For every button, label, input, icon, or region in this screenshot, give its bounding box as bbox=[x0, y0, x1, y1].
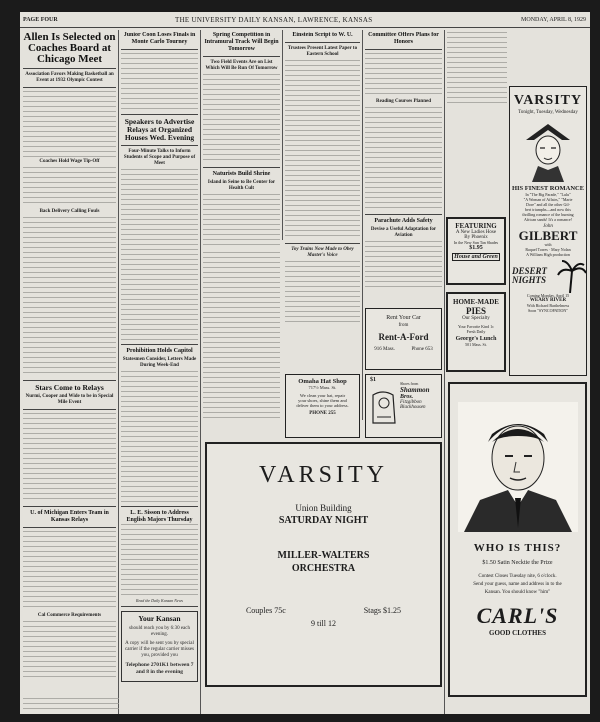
shoes-price: $1 bbox=[370, 377, 376, 383]
column-3-lower bbox=[203, 252, 280, 422]
hatshop-line3: deliver them to your address. bbox=[296, 403, 349, 408]
varsity-blurb-4: bert triumphs—and now this bbox=[525, 207, 571, 212]
masthead-title: THE UNIVERSITY DAILY KANSAN, LAWRENCE, KANSAS bbox=[175, 16, 373, 24]
dance-title: VARSITY bbox=[259, 462, 388, 488]
featuring-line1: A New Ladies Hose bbox=[455, 230, 497, 235]
masthead-date: MONDAY, APRIL 8, 1929 bbox=[521, 17, 586, 23]
ad-kansan-line1: should reach you by 6:30 each evening. bbox=[129, 626, 190, 637]
carls-line3: Kansan. You should know "him" bbox=[484, 590, 551, 595]
pies-fresh: Fresh Daily bbox=[466, 329, 486, 334]
ad-home-made-pies bbox=[446, 292, 506, 372]
actor-portrait bbox=[522, 118, 574, 182]
carls-prize: $1.50 Satin Necktie the Prize bbox=[482, 560, 553, 566]
headline-stars: Stars Come to Relays bbox=[35, 383, 104, 392]
dance-time: 9 till 12 bbox=[311, 619, 336, 628]
portrait-photo bbox=[458, 402, 578, 532]
dek-einstein: Trustees Present Latest Paper to Eastern School bbox=[287, 46, 358, 57]
dance-couples: Couples 75c bbox=[245, 606, 286, 615]
headline-spring: Spring Competition in Intramural Track Will Begin Tomorrow bbox=[204, 32, 279, 52]
pies-specialty: Our Specialty bbox=[462, 316, 490, 321]
featuring-line2: By Phoenix bbox=[464, 235, 488, 240]
varsity-top-title: VARSITY bbox=[513, 93, 583, 108]
rent-phone: Phone 653 bbox=[411, 347, 433, 352]
headline-allen: Allen Is Selected on Coaches Board at Chicago Meet bbox=[23, 32, 116, 65]
carls-subtitle: GOOD CLOTHES bbox=[489, 629, 546, 637]
varsity-blurb-6: African sands! It's a romance! bbox=[523, 217, 573, 222]
desert-nights-logo bbox=[510, 259, 586, 293]
headline-naturists: Naturists Build Shrine bbox=[212, 171, 271, 177]
headline-michigan: U. of Michigan Enters Team in Kansas Relays bbox=[30, 510, 109, 523]
shoes-line: Shoes from bbox=[400, 381, 419, 386]
dek-parachute: Devise a Useful Adaptation for Aviation bbox=[370, 227, 437, 238]
featuring-title: FEATURING bbox=[455, 222, 497, 230]
headline-parachute: Parachute Adds Safety bbox=[374, 218, 433, 224]
dek-allen: Association Favors Making Basketball an Event at 1932 Olympic Contest bbox=[25, 72, 114, 83]
dek-prohibition: Statesmen Consider, Letters Made During Week-End bbox=[122, 357, 197, 368]
subhead-wage: Coaches Hold Wage Tip-Off bbox=[39, 159, 100, 164]
masthead bbox=[20, 12, 590, 28]
ad-featuring-hose bbox=[446, 217, 506, 285]
varsity-costars: Raquel Torres · Mary Nolan bbox=[525, 247, 571, 252]
shoes-name1: Shammon bbox=[400, 386, 430, 394]
varsity-blurb-1: In "The Big Parade," "Lulu" bbox=[525, 192, 571, 197]
headline-einstein: Einstein Script to W. U. bbox=[292, 32, 353, 38]
shoes-name2: Bros. bbox=[400, 394, 414, 400]
rent-address: 916 Mass. bbox=[374, 347, 395, 352]
coming-star: With Richard Barthelmess bbox=[526, 303, 570, 308]
hatshop-phone: PHONE 255 bbox=[309, 411, 336, 416]
hatshop-line2: your shoes, shine them and bbox=[298, 398, 347, 403]
ad-your-kansan bbox=[121, 611, 198, 682]
pies-title2: PIES bbox=[465, 306, 486, 316]
dek-spring: Two Field Events Are on List Which Will Be Run Of Tomorrow bbox=[205, 60, 278, 71]
rent-line1: Rent Your Car bbox=[386, 315, 421, 321]
column-3 bbox=[203, 32, 280, 247]
dek-stars: Nurmi, Cooper and Wide to be in Special Mile Event bbox=[25, 394, 114, 405]
dek-naturists: Island in Seine to Be Center for Health Cult bbox=[207, 180, 276, 191]
column-2 bbox=[121, 32, 198, 712]
footer-note: Read the Daily Kansan News bbox=[136, 598, 183, 603]
ad-shoes bbox=[365, 374, 442, 438]
varsity-blurb-2: "A Woman of Affairs," "Marie bbox=[523, 197, 573, 202]
shoes-name4: Blackhousen bbox=[400, 405, 426, 410]
ad-kansan-title: Your Kansan bbox=[138, 614, 181, 623]
ad-varsity-theatre bbox=[509, 86, 587, 376]
shoe-illustration bbox=[369, 387, 399, 427]
carls-question: WHO IS THIS? bbox=[473, 542, 562, 554]
featuring-price: $1.95 bbox=[469, 245, 483, 251]
ad-kansan-phone: Telephone 2701K1 between 7 and 8 in the evening bbox=[125, 662, 194, 675]
featuring-store: House and Green bbox=[452, 253, 500, 261]
ad-carls bbox=[448, 382, 587, 697]
hatshop-name: Omaha Hat Shop bbox=[298, 378, 347, 385]
newspaper-page bbox=[20, 12, 590, 714]
column-1 bbox=[23, 32, 116, 712]
carls-logo: CARL'S bbox=[476, 603, 559, 628]
varsity-star-first: John bbox=[543, 224, 553, 229]
headline-sisson: L. E. Sisson to Address English Majors Thursday bbox=[126, 510, 193, 523]
pies-store: George's Lunch bbox=[455, 336, 497, 342]
ad-kansan-line2: A copy will be sent you by special carrier if the regular carrier misses you, provided you bbox=[125, 641, 194, 658]
subhead-reading: Reading Courses Planned bbox=[375, 99, 431, 104]
featuring-line3: In the New Sun Tan Shades bbox=[453, 240, 499, 245]
pies-kind: Your Favorite Kind 1c bbox=[458, 324, 494, 329]
ad-varsity-dance bbox=[205, 442, 442, 687]
headline-prohibition: Prohibition Holds Capitol bbox=[126, 348, 193, 354]
coming-date: Coming Monday, April 15 bbox=[526, 293, 570, 298]
headline-speakers: Speakers to Advertise Relays at Organized Houses Wed. Evening bbox=[124, 117, 195, 142]
headline-toy-trains: Toy Trains Now Made to Obey Master's Voice bbox=[291, 247, 354, 258]
shoes-name3: Fitzgibbon bbox=[400, 400, 422, 405]
dek-speakers: Four-Minute Talks to Inform Students of Scope and Purpose of Meet bbox=[123, 149, 196, 166]
rent-name: Rent-A-Ford bbox=[378, 332, 429, 342]
column-6 bbox=[447, 32, 507, 104]
carls-line2: Send your guess, name and address in to the bbox=[473, 582, 562, 587]
subhead-commerce: Cal Commerce Requirements bbox=[37, 613, 102, 618]
pies-title: HOME-MADE bbox=[453, 298, 499, 306]
dance-band1: MILLER-WALTERS bbox=[277, 550, 370, 561]
dance-band2: ORCHESTRA bbox=[291, 563, 356, 574]
varsity-top-sub: Tonight, Tuesday, Wednesday bbox=[518, 110, 578, 115]
rent-line2: from bbox=[398, 323, 409, 328]
page-label: PAGE FOUR bbox=[23, 17, 58, 23]
varsity-star-name: GILBERT bbox=[518, 228, 578, 243]
varsity-blurb-3: Dore" and all the other Gil- bbox=[526, 202, 570, 207]
desert-nights-title: DESERT NIGHTS bbox=[512, 266, 548, 285]
headline-committee: Committee Offers Plans for Honors bbox=[368, 32, 439, 45]
column-4 bbox=[285, 32, 360, 392]
hatshop-address: 717½ Mass. St. bbox=[308, 385, 337, 390]
pies-address: 501 Mass. St. bbox=[465, 342, 487, 347]
varsity-blurb-title: HIS FINEST ROMANCE bbox=[511, 185, 585, 192]
coming-title: WEARY RIVER bbox=[529, 298, 567, 303]
column-5 bbox=[365, 32, 442, 302]
ad-rent-a-ford bbox=[365, 308, 442, 370]
dance-venue: Union Building bbox=[295, 503, 352, 513]
dance-stags: Stags $1.25 bbox=[363, 606, 402, 615]
hatshop-line1: We clean your hat, repair bbox=[299, 393, 346, 398]
carls-line1: Contest Closes Tuesday nite, 6 o'clock. bbox=[478, 574, 557, 579]
varsity-with: with bbox=[544, 242, 552, 247]
subhead-fouls: Back Delivery Calling Fouls bbox=[39, 209, 100, 214]
bottom-text bbox=[23, 698, 119, 712]
ad-omaha-hat-shop bbox=[285, 374, 360, 438]
headline-coon: Junior Coon Loses Finals in Monte Carlo Tourney bbox=[123, 32, 196, 45]
dance-night: SATURDAY NIGHT bbox=[278, 515, 369, 526]
varsity-production: A William High production bbox=[526, 252, 570, 257]
varsity-blurb-5: thrilling romance of the burning bbox=[522, 212, 574, 217]
coming-soon: Soon "SYNCOPATION" bbox=[528, 308, 568, 313]
